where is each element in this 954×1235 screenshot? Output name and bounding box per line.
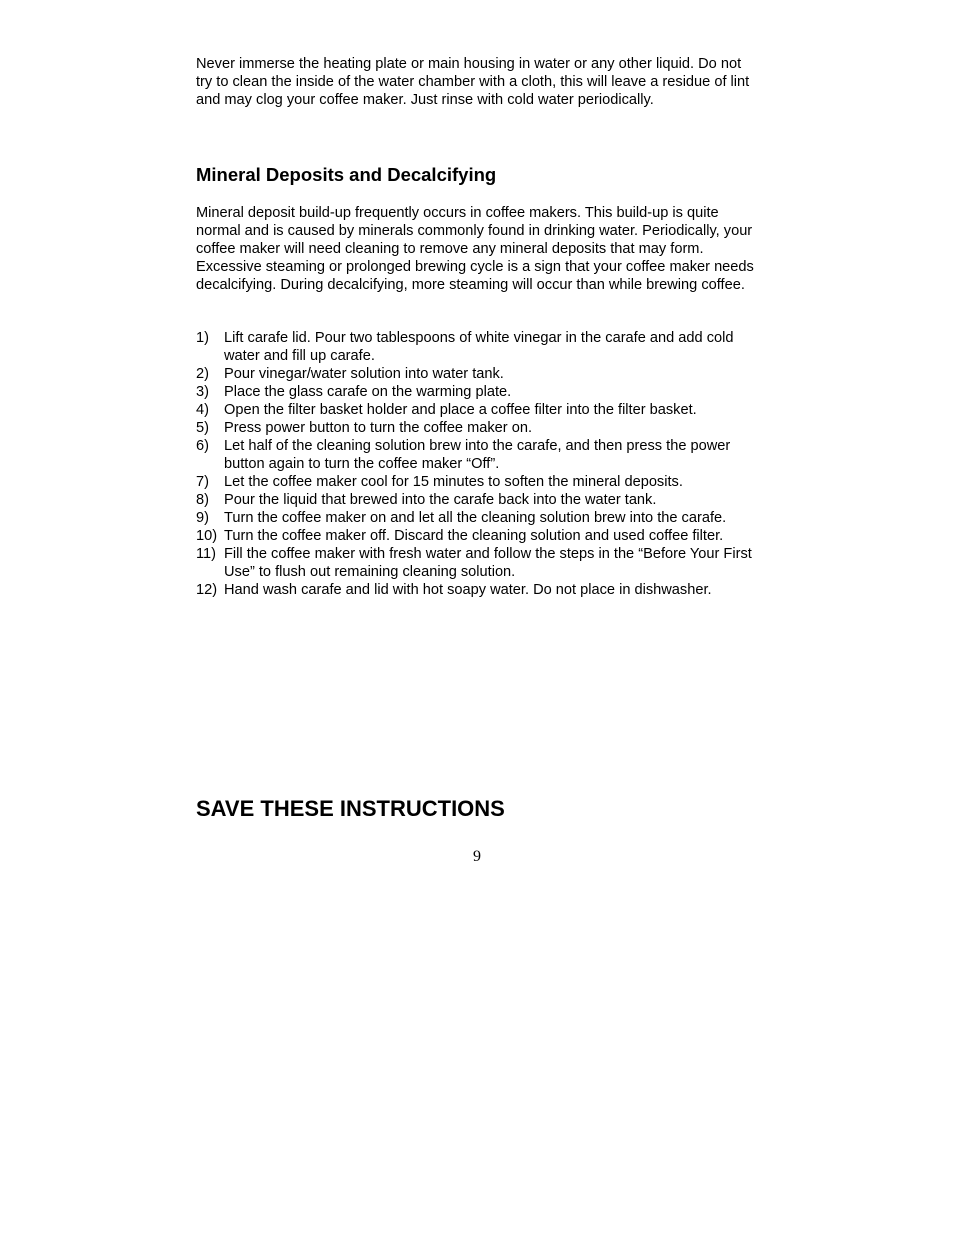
step-text: Open the filter basket holder and place a coffee filter into the filter basket. xyxy=(224,402,697,418)
manual-page xyxy=(196,55,762,821)
step-item xyxy=(196,419,762,437)
step-item xyxy=(196,581,762,599)
step-number: 4) xyxy=(196,402,209,418)
step-item xyxy=(196,401,762,419)
step-number: 6) xyxy=(196,438,209,454)
section-body-paragraph: Mineral deposit build-up frequently occurs in coffee makers. This build-up is quite normal and is caused by minerals commonly found in drinking water. Periodically, your coffee maker will need cleaning to remove any mineral deposits that may form. Excessive steaming or prolonged brewing cycle is a sign that your coffee maker needs decalcifying. During decalcifying, more steaming will occur than while brewing coffee. xyxy=(196,205,754,293)
step-item xyxy=(196,329,762,365)
step-number: 12) xyxy=(196,582,218,598)
intro-paragraph: Never immerse the heating plate or main housing in water or any other liquid. Do not try to clean the inside of the water chamber with a cloth, this will leave a residue of lint and may clog your coffee maker. Just rinse with cold water periodically. xyxy=(196,56,750,108)
step-item xyxy=(196,365,762,383)
step-item xyxy=(196,383,762,401)
step-number: 11) xyxy=(196,546,217,562)
step-text: Pour the liquid that brewed into the carafe back into the water tank. xyxy=(224,492,657,508)
step-item xyxy=(196,527,762,545)
step-text: Pour vinegar/water solution into water tank. xyxy=(224,366,504,382)
step-number: 9) xyxy=(196,510,209,526)
step-number: 10) xyxy=(196,528,218,544)
step-number: 7) xyxy=(196,474,209,490)
step-text: Hand wash carafe and lid with hot soapy water. Do not place in dishwasher. xyxy=(224,582,712,598)
step-text: Press power button to turn the coffee maker on. xyxy=(224,420,532,436)
decalcifying-steps-list xyxy=(196,329,762,599)
step-text: Let the coffee maker cool for 15 minutes to soften the mineral deposits. xyxy=(224,474,683,490)
step-text: Lift carafe lid. Pour two tablespoons of white vinegar in the carafe and add cold water and fill up carafe. xyxy=(224,330,734,364)
save-instructions-heading: SAVE THESE INSTRUCTIONS xyxy=(196,796,505,821)
step-text: Place the glass carafe on the warming plate. xyxy=(224,384,512,400)
step-item xyxy=(196,437,762,473)
step-text: Turn the coffee maker on and let all the cleaning solution brew into the carafe. xyxy=(224,510,727,526)
step-text: Let half of the cleaning solution brew into the carafe, and then press the power button again to turn the coffee maker “Off”. xyxy=(224,438,731,472)
step-item xyxy=(196,473,762,491)
step-number: 2) xyxy=(196,366,209,382)
step-item xyxy=(196,491,762,509)
step-number: 5) xyxy=(196,420,209,436)
section-heading: Mineral Deposits and Decalcifying xyxy=(196,164,497,185)
step-number: 8) xyxy=(196,492,209,508)
step-item xyxy=(196,509,762,527)
step-text: Turn the coffee maker off. Discard the cleaning solution and used coffee filter. xyxy=(224,528,724,544)
step-number: 1) xyxy=(196,330,209,346)
step-item xyxy=(196,545,762,581)
page-number: 9 xyxy=(473,848,481,865)
step-number: 3) xyxy=(196,384,209,400)
step-text: Fill the coffee maker with fresh water and follow the steps in the “Before Your First Use” to flush out remaining cleaning solution. xyxy=(224,546,752,580)
